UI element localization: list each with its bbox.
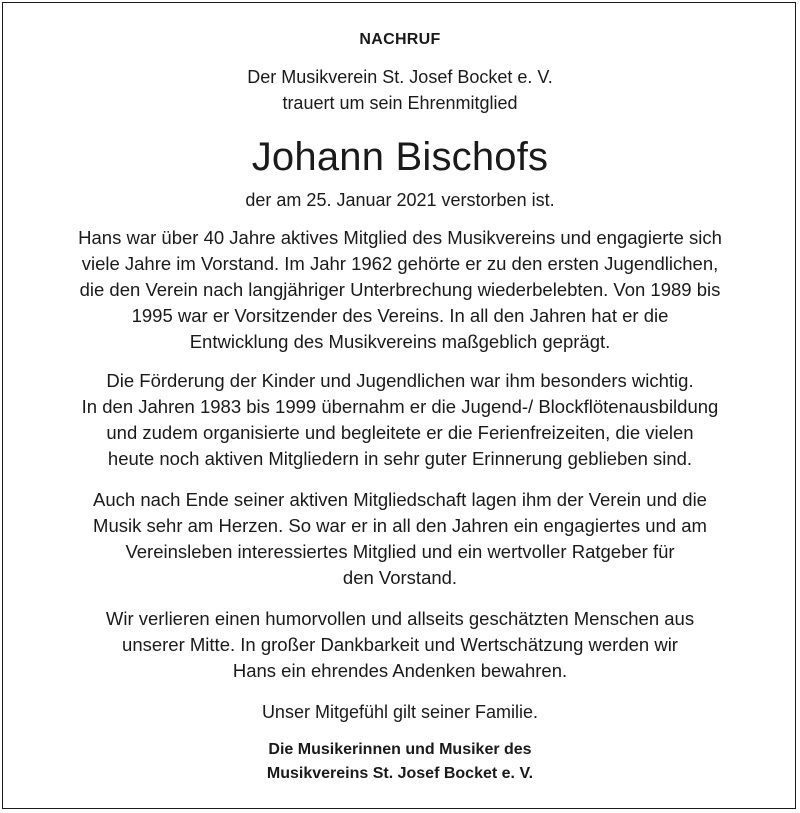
paragraph-youth-work	[0, 368, 800, 472]
text-line: 1995 war er Vorsitzender des Vereins. In all den Jahren hat er die	[131, 305, 669, 326]
death-date-line: der am 25. Januar 2021 verstorben ist.	[245, 190, 555, 210]
intro-line: trauert um sein Ehrenmitglied	[282, 93, 518, 113]
signature-line: Musikvereins St. Josef Bocket e. V.	[266, 765, 534, 782]
text-line: Hans ein ehrendes Andenken bewahren.	[232, 660, 568, 681]
notice-heading: NACHRUF	[359, 31, 441, 48]
text-line: Hans war über 40 Jahre aktives Mitglied des Musikvereins und engagierte sich	[78, 227, 722, 248]
text-line: In den Jahren 1983 bis 1999 übernahm er die Jugend-/ Blockflötenausbildung	[81, 396, 719, 417]
signature-block	[0, 738, 800, 786]
text-line: Die Förderung der Kinder und Jugendlichen war ihm besonders wichtig.	[106, 370, 694, 391]
paragraph-later-years	[0, 487, 800, 591]
text-line: Wir verlieren einen humorvollen und allseits geschätzten Menschen aus	[105, 608, 695, 629]
text-line: Auch nach Ende seiner aktiven Mitgliedschaft lagen ihm der Verein und die	[93, 489, 707, 510]
paragraph-condolence	[0, 699, 800, 725]
text-line: Entwicklung des Musikvereins maßgeblich geprägt.	[189, 331, 611, 352]
text-line: Unser Mitgefühl gilt seiner Familie.	[261, 702, 539, 722]
deceased-name: Johann Bischofs	[251, 135, 549, 179]
text-line: den Vorstand.	[342, 567, 458, 588]
text-line: viele Jahre im Vorstand. Im Jahr 1962 gehörte er zu den ersten Jugendlichen,	[81, 253, 719, 274]
text-line: die den Verein nach langjähriger Unterbrechung wiederbelebten. Von 1989 bis	[79, 279, 721, 300]
text-line: und zudem organisierte und begleitete er die Ferienfreizeiten, die vielen	[106, 422, 694, 443]
intro-line: Der Musikverein St. Josef Bocket e. V.	[247, 67, 553, 87]
text-line: heute noch aktiven Mitgliedern in sehr guter Erinnerung geblieben sind.	[107, 448, 693, 469]
intro-block	[0, 64, 800, 116]
text-line: Vereinsleben interessiertes Mitglied und ein wertvoller Ratgeber für	[125, 541, 675, 562]
text-line: unserer Mitte. In großer Dankbarkeit und Wertschätzung werden wir	[122, 634, 678, 655]
text-line: Musik sehr am Herzen. So war er in all den Jahren ein engagiertes und am	[93, 515, 707, 536]
signature-line: Die Musikerinnen und Musiker des	[268, 741, 532, 758]
paragraph-career	[0, 225, 800, 355]
paragraph-tribute	[0, 606, 800, 684]
